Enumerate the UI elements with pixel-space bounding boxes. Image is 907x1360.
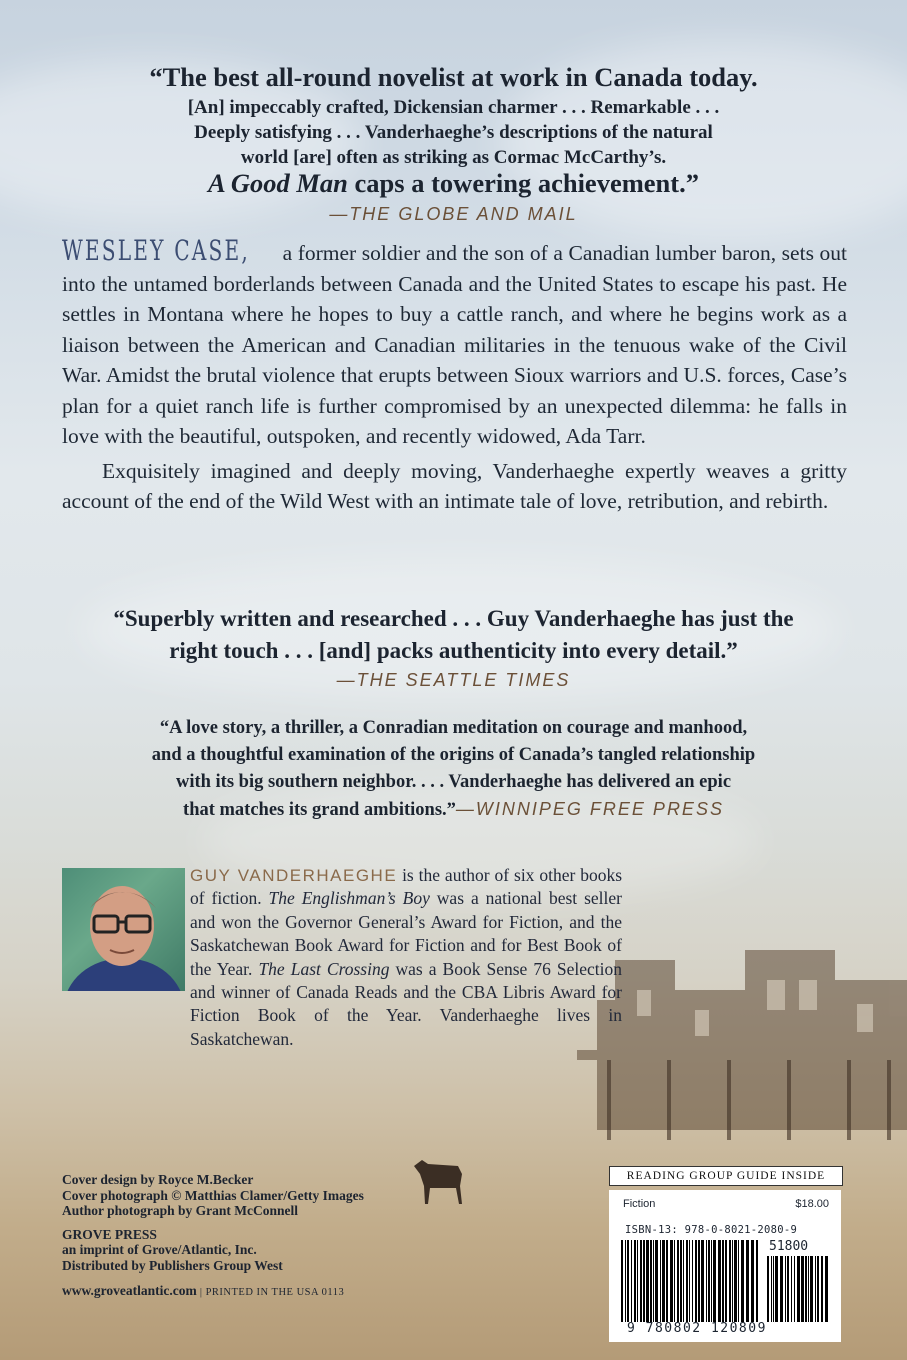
protagonist-name: WESLEY CASE, [62, 234, 250, 267]
quote2-line: “Superbly written and researched . . . Guy Vanderhaeghe has just the [113, 606, 794, 631]
book-title: A Good Man [208, 168, 348, 198]
quote2-attribution: —THE SEATTLE TIMES [336, 670, 571, 690]
quote3-closing: that matches its grand ambitions.”—WINNIPEG FREE PRESS [183, 799, 724, 820]
cover-photo-credit: Cover photograph © Matthias Clamer/Getty Images [62, 1187, 364, 1203]
supplement-barcode [767, 1256, 829, 1322]
isbn-label: ISBN-13: 978-0-8021-2080-9 [625, 1224, 798, 1236]
distributor: Distributed by Publishers Group West [62, 1257, 283, 1273]
quote3-attribution: —WINNIPEG FREE PRESS [455, 799, 724, 819]
price-supplement-code: 51800 [769, 1239, 809, 1254]
book-title: The Englishman’s Boy [268, 888, 430, 909]
quote1-closing: A Good Man caps a towering achievement.” [208, 168, 699, 198]
author-bio: GUY VANDERHAEGHE is the author of six other books of fiction. The Englishman’s Boy was a national best seller and won the Governor General’s Award for Fiction, and the Saskatchewan Book Award for Fiction and for Best Book of the Year. The Last Crossing was a Book Sense 76 Selection and winner of Canada Reads and the CBA Libris Award for Fiction Book of the Year. Vanderhaeghe lives in Saskatchewan. [190, 865, 623, 1049]
publisher-name: GROVE PRESS [62, 1226, 157, 1242]
barcode-number: 9 780802 120809 [627, 1321, 767, 1336]
price-label: $18.00 [795, 1198, 829, 1210]
quote3-line: with its big southern neighbor. . . . Vanderhaeghe has delivered an epic [175, 772, 732, 792]
reading-group-banner: READING GROUP GUIDE INSIDE [609, 1166, 843, 1186]
quote1-line: [An] impeccably crafted, Dickensian charmer . . . Remarkable . . . [187, 97, 720, 118]
author-name: GUY VANDERHAEGHE [190, 866, 398, 885]
synopsis-para-1: WESLEY CASE, a former soldier and the son of a Canadian lumber baron, sets out into the untamed borderlands between Canada and the United States to escape his past. He settles in Montana where he hopes to buy a cattle ranch, and where he begins work as a liaison between the American and Canadian militaries in the tenuous wake of the Civil War. Amidst the brutal violence that erupts between Sioux warriors and U.S. forces, Case’s plan for a quiet ranch life is further compromised by an unexpected dilemma: he falls in love with the beautiful, outspoken, and recently widowed, Ada Tarr. [62, 234, 847, 448]
category-label: Fiction [623, 1198, 656, 1210]
cover-design-credit: Cover design by Royce M.Becker [62, 1172, 254, 1187]
quote1-line: world [are] often as striking as Cormac McCarthy’s. [240, 147, 667, 168]
quote3-line: “A love story, a thriller, a Conradian meditation on courage and manhood, [159, 718, 748, 738]
quote-headline: “The best all-round novelist at work in Canada today. [149, 62, 758, 92]
ean-barcode [621, 1240, 761, 1322]
quote2-line: right touch . . . [and] packs authenticity into every detail.” [169, 638, 738, 663]
author-photo [62, 868, 185, 991]
publisher-website[interactable]: www.groveatlantic.com [62, 1282, 197, 1298]
quote1-attribution: —THE GLOBE AND MAIL [329, 204, 578, 224]
quote3-line: and a thoughtful examination of the origins of Canada’s tangled relationship [151, 745, 756, 765]
quote1-line: Deeply satisfying . . . Vanderhaeghe’s descriptions of the natural [194, 122, 713, 143]
publisher-footer: www.groveatlantic.com | PRINTED IN THE USA 0113 [62, 1282, 345, 1298]
author-photo-credit: Author photograph by Grant McConnell [62, 1203, 299, 1219]
synopsis-para-2: Exquisitely imagined and deeply moving, Vanderhaeghe expertly weaves a gritty account of the end of the Wild West with an intimate tale of love, retribution, and rebirth. [62, 458, 847, 513]
horse-silhouette [410, 1152, 470, 1212]
book-title: The Last Crossing [258, 958, 390, 979]
credits [62, 1172, 364, 1300]
publisher-imprint: an imprint of Grove/Atlantic, Inc. [62, 1242, 257, 1258]
synopsis [62, 236, 847, 517]
barcode-block [609, 1190, 841, 1342]
